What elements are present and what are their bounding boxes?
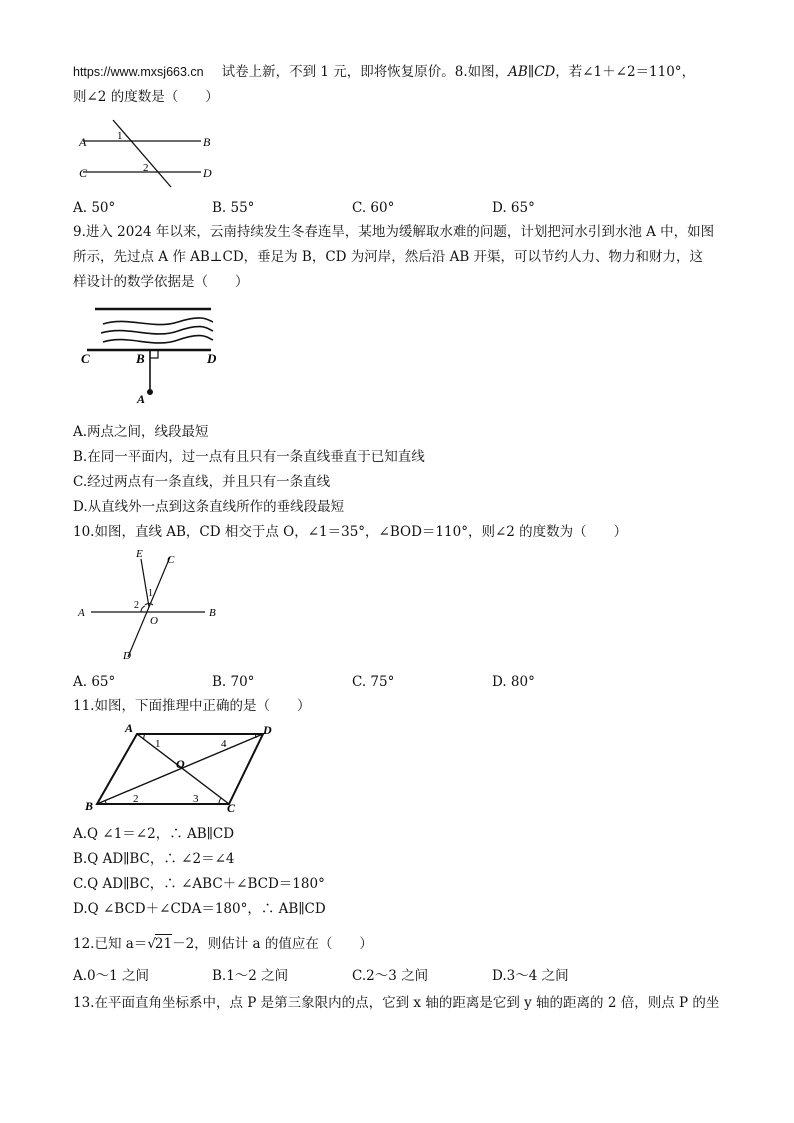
q13-stem: 13.在平面直角坐标系中，点 P 是第三象限内的点，它到 x 轴的距离是它到 y 轴的距离的 2 倍，则点 P 的坐	[73, 995, 720, 1011]
q9-label-d: D	[207, 351, 217, 366]
q8-angle2-label: 2	[143, 162, 149, 174]
q8-cond2: ∠1＋∠2＝110°	[582, 64, 682, 80]
q12-radicand: 21	[154, 936, 173, 952]
q11-option-d[interactable]: D.Q ∠BCD＋∠CDA＝180°，∴ AB∥CD	[73, 901, 326, 917]
q11-angle1-label: 1	[155, 738, 161, 750]
q8-cond1: AB∥CD	[508, 64, 556, 80]
ad-text: 试卷上新，不到 1 元，即将恢复原价。	[221, 64, 455, 80]
q8-label-a: A	[79, 135, 87, 149]
q11-figure	[73, 720, 283, 815]
q11-label-d: D	[263, 723, 272, 737]
q8-option-a[interactable]: A. 50°	[73, 200, 116, 216]
q9-option-b[interactable]: B.在同一平面内，过一点有且只有一条直线垂直于已知直线	[73, 449, 425, 465]
q8-label-d: D	[203, 166, 212, 180]
q11-angle2-label: 2	[133, 793, 139, 805]
q9-label-c: C	[81, 351, 90, 366]
q11-option-a[interactable]: A.Q ∠1＝∠2，∴ AB∥CD	[73, 826, 235, 842]
q9-option-a[interactable]: A.两点之间，线段最短	[73, 424, 209, 440]
q9-line1: 9.进入 2024 年以来，云南持续发生冬春连旱，某地为缓解取水难的问题，计划把河水引到水池 A 中，如图	[73, 224, 715, 240]
q8-option-c[interactable]: C. 60°	[352, 200, 395, 216]
q9-label-a: A	[137, 392, 146, 405]
source-url[interactable]: https://www.mxsj663.cn	[73, 65, 204, 79]
q12-option-d[interactable]: D.3～4 之间	[492, 968, 569, 984]
q11-option-c[interactable]: C.Q AD∥BC，∴ ∠ABC＋∠BCD＝180°	[73, 876, 325, 892]
q8-figure	[73, 115, 223, 190]
q8-option-b[interactable]: B. 55°	[212, 200, 255, 216]
q10-label-d: D	[123, 650, 131, 662]
q10-option-a[interactable]: A. 65°	[73, 674, 116, 690]
q8-angle1-label: 1	[117, 130, 123, 142]
q11-option-b[interactable]: B.Q AD∥BC，∴ ∠2＝∠4	[73, 851, 235, 867]
q8-line1: https://www.mxsj663.cn 试卷上新，不到 1 元，即将恢复原价。8.如图，AB∥CD，若∠1＋∠2＝110°，	[73, 64, 696, 80]
q10-option-c[interactable]: C. 75°	[352, 674, 395, 690]
q8-stem-a: 8.如图，	[454, 64, 509, 80]
q9-line3: 样设计的数学依据是（ ）	[73, 274, 249, 290]
sqrt-sign: √	[147, 936, 156, 952]
q10-label-a: A	[78, 607, 85, 619]
q12-option-a[interactable]: A.0～1 之间	[73, 968, 150, 984]
q9-line2: 所示，先过点 A 作 AB⊥CD，垂足为 B，CD 为河岸，然后沿 AB 开渠，可以节约人力、物力和财力，这	[73, 249, 704, 265]
q10-angle2-label: 2	[134, 600, 139, 611]
q11-label-c: C	[227, 801, 236, 815]
q12-stem: 12.已知 a＝√21－2，则估计 a 的值应在（ ）	[73, 936, 373, 952]
q10-label-o: O	[150, 615, 158, 627]
q9-option-d[interactable]: D.从直线外一点到这条直线所作的垂线段最短	[73, 499, 345, 515]
q10-label-b: B	[209, 607, 216, 619]
q9-option-c[interactable]: C.经过两点有一条直线，并且只有一条直线	[73, 474, 331, 490]
q8-option-d[interactable]: D. 65°	[492, 200, 535, 216]
q10-label-c: C	[167, 554, 175, 566]
q10-figure	[73, 545, 223, 665]
q11-stem: 11.如图，下面推理中正确的是（ ）	[73, 698, 311, 714]
q10-angle1-label: 1	[148, 588, 153, 599]
q12-option-b[interactable]: B.1～2 之间	[212, 968, 289, 984]
q8-label-c: C	[79, 166, 88, 180]
q10-stem: 10.如图，直线 AB，CD 相交于点 O，∠1＝35°，∠BOD＝110°，则∠2 的度数为（ ）	[73, 524, 628, 540]
q9-label-b: B	[136, 351, 145, 366]
q10-option-b[interactable]: B. 70°	[212, 674, 255, 690]
q11-angle4-label: 4	[221, 738, 227, 750]
q11-label-a: A	[125, 721, 134, 735]
q12-option-c[interactable]: C.2～3 之间	[352, 968, 429, 984]
q10-label-e: E	[136, 548, 143, 560]
q11-angle3-label: 3	[193, 793, 199, 805]
q11-label-o: O	[176, 757, 185, 771]
q10-option-d[interactable]: D. 80°	[492, 674, 535, 690]
q8-label-b: B	[203, 135, 211, 149]
q8-stem-b: 则∠2 的度数是（ ）	[73, 89, 219, 105]
q11-label-b: B	[85, 799, 94, 813]
q9-figure	[73, 300, 233, 405]
